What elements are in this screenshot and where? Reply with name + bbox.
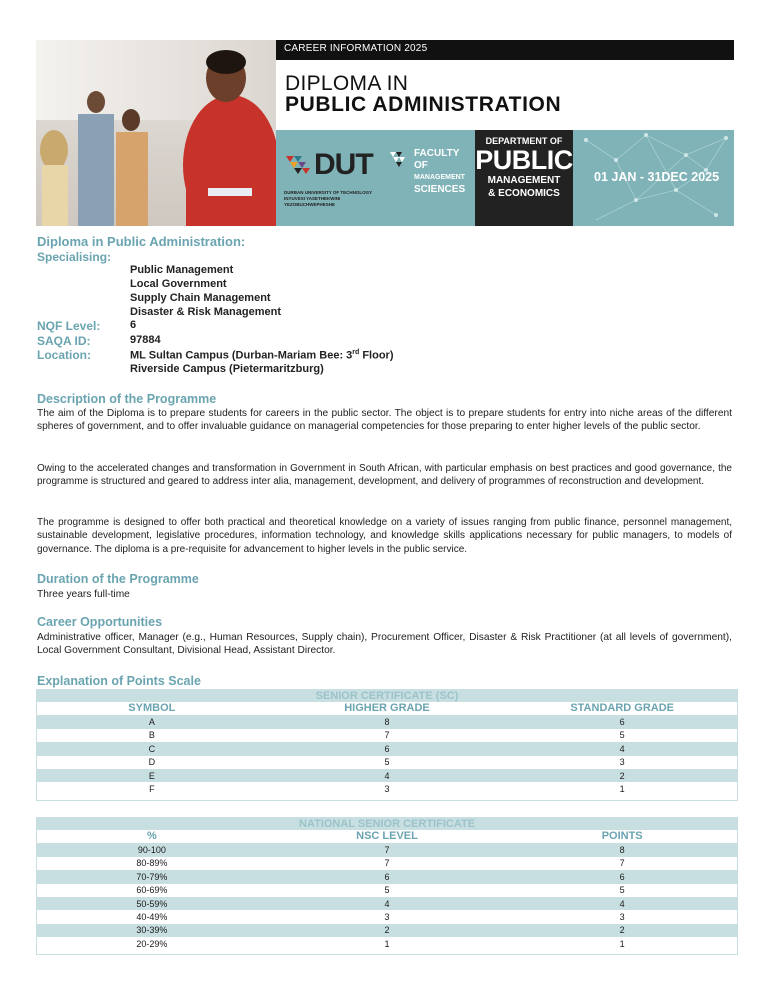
faculty-line-2: MANAGEMENT — [414, 174, 465, 181]
faculty-line-1: FACULTY OF — [414, 148, 460, 171]
dut-subtitle: DURBAN UNIVERSITY OF TECHNOLOGY INYUVESI YASETHEKWINI YEZOBUCHWEPHESHE — [284, 190, 373, 207]
table-row: E 4 2 — [36, 769, 738, 782]
title-line-1: DIPLOMA IN — [285, 72, 409, 95]
saqa-value: 97884 — [130, 334, 161, 346]
description-paragraph-1: The aim of the Diploma is to prepare students for careers in the public sector. The object is to prepare students for entry into niche areas of the different spheres of government, and to offer invaluable guidance on managerial competencies for those preparing to enter higher levels of the public sector. — [37, 408, 732, 433]
faculty-line-3: SCIENCES — [414, 184, 466, 195]
table-row: B 7 5 — [148, 730, 625, 741]
saqa-label: SAQA ID: — [37, 334, 91, 348]
table-row: 90-100 7 8 — [36, 843, 738, 856]
specialising-label: Specialising: — [37, 250, 112, 264]
sc-header-symbol: SYMBOL — [36, 702, 268, 715]
faculty-logo — [388, 148, 472, 208]
career-heading: Career Opportunities — [37, 615, 163, 629]
description-paragraph-3: The programme is designed to offer both practical and theoretical knowledge on a variety of issues ranging from public finance, personnel management, sustainable development, legislative procedures, information technology, and knowledge skills applications necessary for public managers, to models of governance. The diploma is a pre-requisite for advancement to higher levels in the public service. — [37, 517, 732, 555]
diploma-title: Diploma in Public Administration: — [37, 234, 246, 249]
specialisation-1: Public Management — [130, 264, 234, 276]
dut-logo — [284, 148, 386, 214]
dept-line-1: DEPARTMENT OF — [485, 136, 563, 146]
nsc-header-points: POINTS — [506, 830, 738, 843]
table-row: 60-69% 5 5 — [136, 885, 625, 896]
table-row: D 5 3 — [148, 757, 625, 768]
nqf-value: 6 — [130, 319, 137, 331]
nsc-table-border — [36, 817, 738, 955]
nsc-header-level: NSC LEVEL — [268, 830, 507, 843]
table-row: 40-49% 3 3 — [136, 912, 625, 923]
dept-line-4: & ECONOMICS — [488, 188, 560, 199]
points-heading: Explanation of Points Scale — [37, 674, 201, 688]
specialisation-2: Local Government — [130, 278, 227, 290]
table-row: F 3 1 — [149, 784, 625, 795]
dept-line-3: MANAGEMENT — [487, 175, 561, 186]
programme-dates: 01 JAN - 31DEC 2025 — [594, 170, 720, 184]
table-row: A 8 6 — [36, 715, 738, 728]
career-info-bar: CAREER INFORMATION 2025 — [276, 40, 734, 60]
table-row: 80-89% 7 7 — [136, 858, 625, 869]
faculty-mark-icon — [388, 150, 412, 174]
dept-line-2: PUBLIC — [475, 145, 573, 175]
location-label: Location: — [37, 348, 91, 362]
location-2: Riverside Campus (Pietermaritzburg) — [130, 363, 324, 375]
description-paragraph-2: Owing to the accelerated changes and transformation in Government in South African, with particular emphasis on best practices and good governance, the programme is structured and geared to address inter alia, management, development, and delivery of programmes of reconstruction and development. — [37, 463, 732, 488]
duration-heading: Duration of the Programme — [37, 572, 199, 586]
nsc-caption: NATIONAL SENIOR CERTIFICATE — [36, 817, 738, 830]
sc-table-border — [36, 689, 738, 801]
sc-header-standard: STANDARD GRADE — [506, 702, 738, 715]
students-photo — [36, 40, 276, 226]
career-text: Administrative officer, Manager (e.g., Human Resources, Supply chain), Procurement Officer, Disaster & Risk Practitioner (at all levels of government), Local Government Consultant, Divisional Head, Assistant Director. — [37, 632, 732, 657]
nsc-header-percent: % — [36, 830, 268, 843]
table-row: 70-79% 6 6 — [36, 870, 738, 883]
specialisation-4: Disaster & Risk Management — [130, 306, 281, 318]
header-band — [276, 130, 734, 226]
department-block — [475, 130, 573, 226]
location-1: ML Sultan Campus (Durban-Mariam Bee: 3rd Floor) — [130, 349, 394, 362]
table-row: C 6 4 — [36, 742, 738, 755]
title-line-2: PUBLIC ADMINISTRATION — [285, 93, 562, 116]
dut-name: DUT — [314, 148, 373, 181]
sc-header-higher: HIGHER GRADE — [268, 702, 507, 715]
sc-caption: SENIOR CERTIFICATE (SC) — [36, 689, 738, 702]
description-heading: Description of the Programme — [37, 392, 217, 406]
nqf-label: NQF Level: — [37, 319, 101, 333]
table-row: 30-39% 2 2 — [36, 924, 738, 937]
specialisation-3: Supply Chain Management — [130, 292, 271, 304]
dut-mark-icon — [284, 152, 314, 182]
duration-text: Three years full-time — [37, 589, 130, 600]
table-row: 20-29% 1 1 — [136, 938, 625, 949]
table-row: 50-59% 4 4 — [36, 897, 738, 910]
